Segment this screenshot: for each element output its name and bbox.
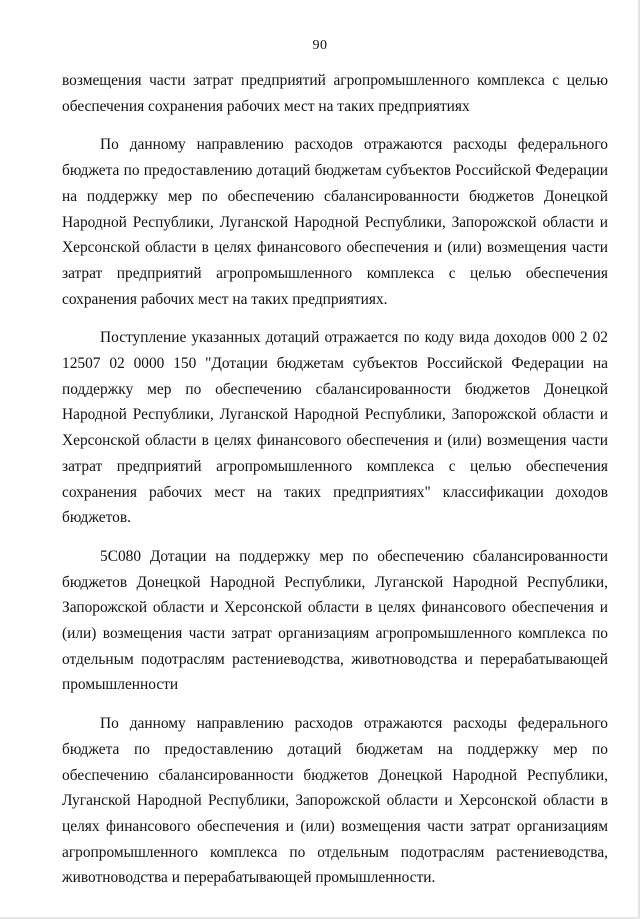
page-number: 90	[312, 38, 328, 53]
paragraph-revenue-code: Поступление указанных дотаций отражается по коду вида доходов 000 2 02 12507 02 0000 150 "Дотации бюджетам субъектов Российской Федерации на поддержку мер по обеспечению сбалансированности бюджетов Донецкой Народной Республики, Луганской Народной Республики, Запорожской области и Херсонской области в целях финансового обеспечения и (или) возмещения части затрат предприятий агропромышленного комплекса с целью обеспечения сохранения рабочих мест на таких предприятиях" классификации доходов бюджетов.	[62, 329, 608, 527]
paragraph-expenditure-description-2: По данному направлению расходов отражаются расходы федерального бюджета по предоставлению дотаций бюджетам на поддержку мер по обеспечению сбалансированности бюджетов Донецкой Народной Республики, Луганской Народной Республики, Запорожской области и Херсонской области в целях финансового обеспечения и (или) возмещения части затрат организациям агропромышленного комплекса по отдельным подотраслям растениеводства, животноводства и перерабатывающей промышленности.	[62, 715, 608, 887]
document-body	[62, 68, 608, 904]
paragraph-continuation: возмещения части затрат предприятий агропромышленного комплекса с целью обеспечения сохранения рабочих мест на таких предприятиях	[62, 72, 608, 115]
paragraph-5c080-heading: 5С080 Дотации на поддержку мер по обеспечению сбалансированности бюджетов Донецкой Народной Республики, Луганской Народной Республики, Запорожской области и Херсонской области в целях финансового обеспечения и (или) возмещения части затрат организациям агропромышленного комплекса по отдельным подотраслям растениеводства, животноводства и перерабатывающей промышленности	[62, 547, 608, 694]
paragraph-expenditure-description-1: По данному направлению расходов отражаются расходы федерального бюджета по предоставлению дотаций бюджетам субъектов Российской Федерации на поддержку мер по обеспечению сбалансированности бюджетов Донецкой Народной Республики, Луганской Народной Республики, Запорожской области и Херсонской области в целях финансового обеспечения и (или) возмещения части затрат предприятий агропромышленного комплекса с целью обеспечения сохранения рабочих мест на таких предприятиях.	[62, 136, 608, 308]
